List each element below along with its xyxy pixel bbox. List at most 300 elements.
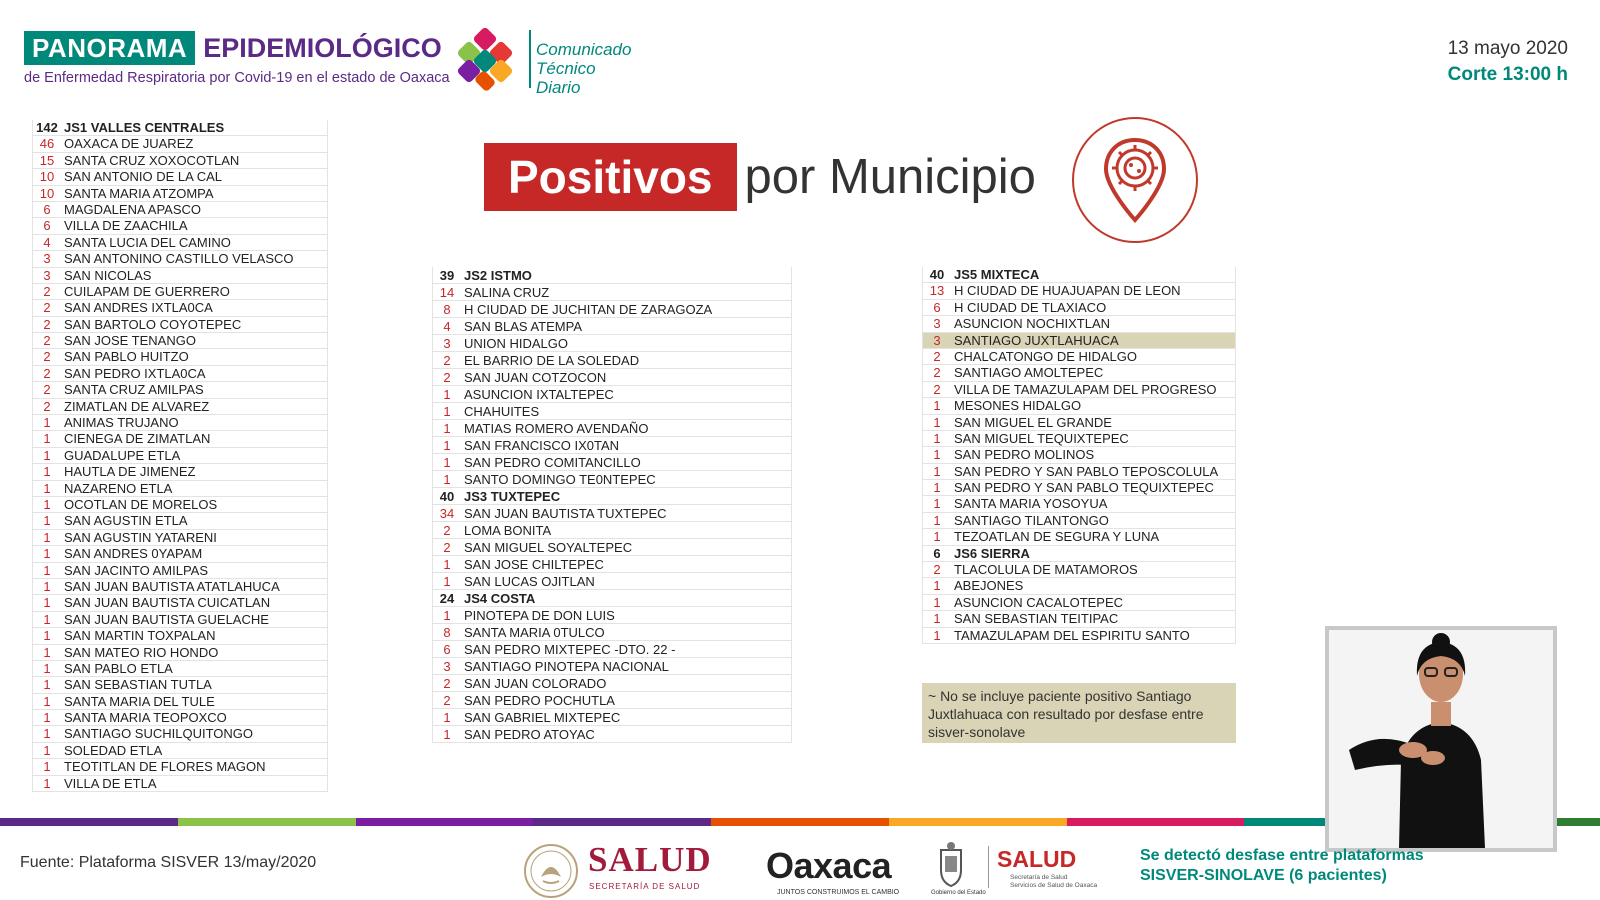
table-row bbox=[32, 546, 328, 562]
table-row bbox=[432, 658, 792, 675]
region-name: JS4 COSTA bbox=[464, 591, 536, 606]
municipality-name: CHAHUITES bbox=[464, 404, 540, 419]
municipality-name: SANTA MARIA YOSOYUA bbox=[954, 496, 1108, 512]
municipality-name: SAN PEDRO ATOYAC bbox=[464, 727, 595, 742]
case-count: 2 bbox=[443, 353, 451, 368]
brand-panorama: PANORAMA bbox=[24, 31, 195, 65]
table-row bbox=[432, 522, 792, 539]
municipality-name: SANTIAGO JUXTLAHUACA bbox=[954, 332, 1119, 348]
brand-epidemiologico: EPIDEMIOLÓGICO bbox=[203, 33, 442, 63]
table-row bbox=[432, 726, 792, 743]
municipality-name: SAN ANDRES IXTLA0CA bbox=[64, 300, 213, 316]
table-row bbox=[432, 624, 792, 641]
municipality-name: H CIUDAD DE HUAJUAPAN DE LEON bbox=[954, 283, 1181, 299]
case-count: 13 bbox=[929, 283, 945, 299]
municipality-name: SANTA MARIA TEOPOXCO bbox=[64, 710, 227, 726]
table-row bbox=[922, 611, 1236, 627]
table-row bbox=[32, 284, 328, 300]
case-count: 3 bbox=[43, 267, 51, 283]
table-row bbox=[432, 607, 792, 624]
municipality-name: SAN JUAN COTZOCON bbox=[464, 370, 607, 385]
case-count: 1 bbox=[443, 438, 451, 453]
table-row bbox=[32, 595, 328, 611]
oaxaca-logo-subtitle: JUNTOS CONSTRUIMOS EL CAMBIO bbox=[777, 889, 900, 896]
case-count: 1 bbox=[43, 447, 51, 463]
comunicado-line2: Técnico Diario bbox=[536, 59, 596, 97]
municipality-name: ASUNCION CACALOTEPEC bbox=[954, 594, 1124, 610]
table-row bbox=[32, 497, 328, 513]
case-count: 1 bbox=[933, 414, 941, 430]
table-row bbox=[432, 709, 792, 726]
municipality-name: SAN JUAN BAUTISTA CUICATLAN bbox=[64, 595, 271, 611]
municipality-name: SAN MATEO RIO HONDO bbox=[64, 644, 219, 660]
table-row bbox=[922, 333, 1236, 349]
municipality-name: SANTA MARIA DEL TULE bbox=[64, 693, 215, 709]
case-count: 1 bbox=[933, 447, 941, 463]
table-row bbox=[32, 300, 328, 316]
table-row bbox=[32, 415, 328, 431]
municipality-name: SAN JOSE CHILTEPEC bbox=[464, 557, 604, 572]
table-row bbox=[32, 153, 328, 169]
table-row bbox=[922, 628, 1236, 644]
table-row bbox=[432, 692, 792, 709]
municipality-name: SAN MIGUEL SOYALTEPEC bbox=[464, 540, 633, 555]
municipality-name: SAN PEDRO IXTLA0CA bbox=[64, 365, 206, 381]
case-count: 6 bbox=[933, 299, 941, 315]
municipality-name: MATIAS ROMERO AVENDAÑO bbox=[464, 421, 649, 436]
municipality-name: SAN JUAN COLORADO bbox=[464, 676, 607, 691]
report-cutoff: Corte 13:00 h bbox=[1447, 64, 1568, 85]
case-count: 4 bbox=[43, 234, 51, 250]
desfase-notice bbox=[1140, 846, 1424, 886]
table-row bbox=[32, 218, 328, 234]
municipality-name: SAN ANTONIO DE LA CAL bbox=[64, 169, 222, 185]
table-row bbox=[922, 578, 1236, 594]
case-count: 8 bbox=[443, 625, 451, 640]
case-count: 1 bbox=[933, 627, 941, 643]
municipality-name: SALINA CRUZ bbox=[464, 285, 550, 300]
case-count: 2 bbox=[43, 283, 51, 299]
table-row bbox=[32, 694, 328, 710]
case-count: 3 bbox=[933, 316, 941, 332]
municipality-name: SAN ANDRES 0YAPAM bbox=[64, 546, 203, 562]
table-row bbox=[922, 398, 1236, 414]
oaxaca-logo-text: Oaxaca bbox=[766, 845, 892, 886]
table-row bbox=[432, 284, 792, 301]
table-row bbox=[32, 268, 328, 284]
municipality-name: ASUNCION NOCHIXTLAN bbox=[954, 316, 1111, 332]
municipality-name: OAXACA DE JUAREZ bbox=[64, 136, 194, 152]
case-count: 2 bbox=[933, 365, 941, 381]
case-count: 1 bbox=[933, 496, 941, 512]
table-row bbox=[432, 573, 792, 590]
date-block bbox=[1448, 38, 1568, 86]
municipality-name: TEZOATLAN DE SEGURA Y LUNA bbox=[954, 529, 1160, 545]
municipality-name: UNION HIDALGO bbox=[464, 336, 569, 351]
band-segment bbox=[889, 818, 1067, 826]
table-row bbox=[32, 464, 328, 480]
table-row bbox=[922, 415, 1236, 431]
case-count: 10 bbox=[39, 169, 55, 185]
municipality-name: SAN GABRIEL MIXTEPEC bbox=[464, 710, 621, 725]
municipality-name: H CIUDAD DE TLAXIACO bbox=[954, 299, 1107, 315]
table-row bbox=[32, 235, 328, 251]
case-count: 1 bbox=[43, 710, 51, 726]
table-row bbox=[32, 661, 328, 677]
case-count: 2 bbox=[43, 349, 51, 365]
municipality-name: ABEJONES bbox=[954, 578, 1024, 594]
sign-language-interpreter-video bbox=[1325, 626, 1557, 852]
case-count: 1 bbox=[43, 660, 51, 676]
case-count: 1 bbox=[43, 480, 51, 496]
municipality-name: NAZARENO ETLA bbox=[64, 480, 173, 496]
municipality-name: H CIUDAD DE JUCHITAN DE ZARAGOZA bbox=[464, 302, 713, 317]
table-row bbox=[922, 447, 1236, 463]
case-count: 1 bbox=[933, 529, 941, 545]
case-count: 2 bbox=[933, 381, 941, 397]
municipality-name: SANTA CRUZ AMILPAS bbox=[64, 382, 204, 398]
table-row bbox=[32, 481, 328, 497]
case-count: 3 bbox=[443, 659, 451, 674]
municipality-name: SAN PABLO ETLA bbox=[64, 660, 173, 676]
case-count: 4 bbox=[443, 319, 451, 334]
case-count: 1 bbox=[43, 513, 51, 529]
table-row bbox=[32, 333, 328, 349]
virus-location-pin-icon bbox=[1071, 116, 1199, 244]
municipality-name: MAGDALENA APASCO bbox=[64, 201, 202, 217]
municipality-name: OCOTLAN DE MORELOS bbox=[64, 496, 218, 512]
municipality-name: TAMAZULAPAM DEL ESPIRITU SANTO bbox=[954, 627, 1190, 643]
region-total: 40 bbox=[439, 489, 455, 504]
municipality-name: VILLA DE ZAACHILA bbox=[64, 218, 188, 234]
table-row bbox=[922, 480, 1236, 496]
salud-logo-text: SALUD bbox=[588, 840, 712, 879]
table-row bbox=[32, 563, 328, 579]
region-table-js1 bbox=[32, 120, 328, 792]
municipality-name: SAN JUAN BAUTISTA ATATLAHUCA bbox=[64, 578, 280, 594]
municipality-name: SANTA LUCIA DEL CAMINO bbox=[64, 234, 231, 250]
table-row bbox=[432, 641, 792, 658]
case-count: 2 bbox=[443, 693, 451, 708]
desfase-line1: Se detectó desfase entre plataformas bbox=[1140, 847, 1424, 864]
municipality-name: SAN NICOLAS bbox=[64, 267, 152, 283]
municipality-name: SAN SEBASTIAN TEITIPAC bbox=[954, 611, 1119, 627]
table-row bbox=[432, 352, 792, 369]
case-count: 1 bbox=[443, 455, 451, 470]
municipality-name: CIENEGA DE ZIMATLAN bbox=[64, 431, 211, 447]
case-count: 2 bbox=[933, 348, 941, 364]
municipality-name: SAN MARTIN TOXPALAN bbox=[64, 628, 216, 644]
municipality-name: SANTA CRUZ XOXOCOTLAN bbox=[64, 152, 240, 168]
case-count: 1 bbox=[43, 759, 51, 775]
table-row bbox=[32, 759, 328, 775]
case-count: 1 bbox=[43, 611, 51, 627]
case-count: 3 bbox=[933, 332, 941, 348]
region-header-js1 bbox=[32, 120, 328, 136]
source-text: Fuente: Plataforma SISVER 13/may/2020 bbox=[20, 854, 317, 871]
case-count: 1 bbox=[43, 415, 51, 431]
municipality-name: SAN SEBASTIAN TUTLA bbox=[64, 677, 212, 693]
table-row bbox=[32, 710, 328, 726]
municipality-name: SAN PEDRO Y SAN PABLO TEQUIXTEPEC bbox=[954, 480, 1214, 496]
case-count: 1 bbox=[43, 628, 51, 644]
municipality-name: EL BARRIO DE LA SOLEDAD bbox=[464, 353, 640, 368]
municipality-name: MESONES HIDALGO bbox=[954, 398, 1082, 414]
table-row bbox=[32, 186, 328, 202]
case-count: 1 bbox=[443, 387, 451, 402]
municipality-name: SAN LUCAS OJITLAN bbox=[464, 574, 595, 589]
brand-block bbox=[24, 30, 632, 97]
brand-divider bbox=[529, 30, 531, 88]
case-count: 6 bbox=[43, 201, 51, 217]
municipality-name: CHALCATONGO DE HIDALGO bbox=[954, 348, 1137, 364]
region-name: JS1 VALLES CENTRALES bbox=[64, 120, 225, 135]
case-count: 2 bbox=[43, 365, 51, 381]
region-name: JS3 TUXTEPEC bbox=[464, 489, 561, 504]
region-name: JS2 ISTMO bbox=[464, 268, 532, 283]
case-count: 3 bbox=[443, 336, 451, 351]
case-count: 46 bbox=[39, 136, 55, 152]
case-count: 1 bbox=[43, 578, 51, 594]
table-row bbox=[922, 496, 1236, 512]
table-row bbox=[32, 202, 328, 218]
municipality-name: SAN PEDRO COMITANCILLO bbox=[464, 455, 641, 470]
table-row bbox=[432, 318, 792, 335]
region-table-column-2 bbox=[432, 267, 792, 743]
table-row bbox=[922, 283, 1236, 299]
municipality-name: SAN PABLO HUITZO bbox=[64, 349, 189, 365]
region-name: JS5 MIXTECA bbox=[954, 267, 1040, 282]
case-count: 1 bbox=[443, 574, 451, 589]
municipality-name: VILLA DE TAMAZULAPAM DEL PROGRESO bbox=[954, 381, 1217, 397]
case-count: 1 bbox=[933, 578, 941, 594]
case-count: 10 bbox=[39, 185, 55, 201]
table-row bbox=[922, 464, 1236, 480]
mexico-seal-icon bbox=[523, 843, 579, 899]
case-count: 2 bbox=[443, 370, 451, 385]
table-row bbox=[32, 726, 328, 742]
case-count: 1 bbox=[43, 693, 51, 709]
band-segment bbox=[0, 818, 178, 826]
municipality-name: ANIMAS TRUJANO bbox=[64, 415, 179, 431]
case-count: 1 bbox=[43, 529, 51, 545]
region-total: 142 bbox=[36, 120, 58, 135]
case-count: 1 bbox=[43, 546, 51, 562]
case-count: 8 bbox=[443, 302, 451, 317]
region-total: 6 bbox=[933, 545, 941, 561]
case-count: 1 bbox=[43, 431, 51, 447]
table-row bbox=[32, 628, 328, 644]
region-total: 40 bbox=[929, 267, 945, 282]
case-count: 1 bbox=[43, 742, 51, 758]
band-segment bbox=[1067, 818, 1245, 826]
band-segment bbox=[533, 818, 711, 826]
municipality-name: SANTO DOMINGO TE0NTEPEC bbox=[464, 472, 656, 487]
case-count: 1 bbox=[43, 775, 51, 791]
case-count: 1 bbox=[443, 404, 451, 419]
footer-divider bbox=[988, 846, 989, 888]
case-count: 1 bbox=[443, 421, 451, 436]
table-row bbox=[32, 382, 328, 398]
case-count: 2 bbox=[43, 382, 51, 398]
case-count: 1 bbox=[43, 726, 51, 742]
case-count: 2 bbox=[443, 540, 451, 555]
table-row bbox=[32, 579, 328, 595]
table-row bbox=[432, 556, 792, 573]
page-title bbox=[484, 143, 1036, 211]
case-count: 6 bbox=[443, 642, 451, 657]
exclusion-note: ~ No se incluye paciente positivo Santiago Juxtlahuaca con resultado por desfase entre sisver-sonolave bbox=[922, 683, 1236, 743]
table-row bbox=[432, 437, 792, 454]
case-count: 1 bbox=[933, 594, 941, 610]
municipality-name: SAN PEDRO POCHUTLA bbox=[464, 693, 615, 708]
table-row bbox=[432, 539, 792, 556]
case-count: 1 bbox=[43, 644, 51, 660]
municipality-name: SAN PEDRO MIXTEPEC -DTO. 22 - bbox=[464, 642, 676, 657]
municipality-name: SAN FRANCISCO IX0TAN bbox=[464, 438, 620, 453]
table-row bbox=[922, 349, 1236, 365]
case-count: 1 bbox=[43, 496, 51, 512]
case-count: 2 bbox=[43, 316, 51, 332]
municipality-name: SANTIAGO TILANTONGO bbox=[954, 512, 1109, 528]
region-header-js6 bbox=[922, 546, 1236, 562]
case-count: 2 bbox=[933, 562, 941, 578]
table-row bbox=[922, 562, 1236, 578]
comunicado-line1: Comunicado bbox=[536, 40, 632, 59]
case-count: 1 bbox=[933, 480, 941, 496]
table-row bbox=[432, 505, 792, 522]
region-header-js3 bbox=[432, 488, 792, 505]
brand-subtitle: de Enfermedad Respiratoria por Covid-19 en el estado de Oaxaca bbox=[24, 70, 450, 86]
municipality-name: GUADALUPE ETLA bbox=[64, 447, 181, 463]
municipality-name: SAN MIGUEL EL GRANDE bbox=[954, 414, 1112, 430]
municipality-name: VILLA DE ETLA bbox=[64, 775, 157, 791]
municipality-name: HAUTLA DE JIMENEZ bbox=[64, 464, 196, 480]
table-row bbox=[32, 776, 328, 792]
municipality-name: SAN PEDRO MOLINOS bbox=[954, 447, 1095, 463]
colored-diamond-logo-icon bbox=[454, 28, 518, 92]
region-header-js5 bbox=[922, 267, 1236, 283]
region-name: JS6 SIERRA bbox=[954, 545, 1030, 561]
table-row bbox=[32, 677, 328, 693]
table-row bbox=[432, 403, 792, 420]
table-row bbox=[922, 300, 1236, 316]
table-row bbox=[32, 645, 328, 661]
case-count: 34 bbox=[439, 506, 455, 521]
table-row bbox=[432, 369, 792, 386]
table-row bbox=[32, 743, 328, 759]
case-count: 1 bbox=[43, 677, 51, 693]
table-row bbox=[32, 251, 328, 267]
salud-small-logo-subtitle bbox=[1010, 874, 1097, 890]
case-count: 1 bbox=[43, 464, 51, 480]
table-row bbox=[32, 317, 328, 333]
case-count: 2 bbox=[43, 333, 51, 349]
table-row bbox=[32, 349, 328, 365]
municipality-name: CUILAPAM DE GUERRERO bbox=[64, 283, 230, 299]
case-count: 1 bbox=[43, 562, 51, 578]
case-count: 1 bbox=[933, 463, 941, 479]
municipality-name: SOLEDAD ETLA bbox=[64, 742, 163, 758]
table-row bbox=[432, 454, 792, 471]
case-count: 1 bbox=[933, 430, 941, 446]
municipality-name: SAN AGUSTIN YATARENI bbox=[64, 529, 217, 545]
title-rest: por Municipio bbox=[744, 150, 1036, 204]
band-segment bbox=[178, 818, 356, 826]
municipality-name: SANTIAGO PINOTEPA NACIONAL bbox=[464, 659, 669, 674]
table-row bbox=[432, 335, 792, 352]
region-header-js2 bbox=[432, 267, 792, 284]
case-count: 15 bbox=[39, 152, 55, 168]
case-count: 2 bbox=[443, 523, 451, 538]
municipality-name: ZIMATLAN DE ALVAREZ bbox=[64, 398, 210, 414]
table-row bbox=[32, 431, 328, 447]
salud-small-sub-line1: Secretaría de Salud bbox=[1010, 874, 1068, 881]
oaxaca-shield-icon bbox=[936, 840, 966, 890]
table-row bbox=[922, 595, 1236, 611]
table-row bbox=[432, 301, 792, 318]
desfase-line2: SISVER-SINOLAVE (6 pacientes) bbox=[1140, 867, 1387, 884]
region-total: 24 bbox=[439, 591, 455, 606]
case-count: 1 bbox=[443, 557, 451, 572]
case-count: 1 bbox=[933, 611, 941, 627]
municipality-name: SAN JACINTO AMILPAS bbox=[64, 562, 209, 578]
municipality-name: SANTIAGO SUCHILQUITONGO bbox=[64, 726, 254, 742]
comunicado-block bbox=[536, 40, 631, 97]
municipality-name: SANTIAGO AMOLTEPEC bbox=[954, 365, 1104, 381]
interpreter-figure-icon bbox=[1329, 630, 1553, 848]
region-table-column-3 bbox=[922, 267, 1236, 644]
case-count: 2 bbox=[43, 300, 51, 316]
table-row bbox=[922, 382, 1236, 398]
case-count: 14 bbox=[439, 285, 455, 300]
case-count: 2 bbox=[443, 676, 451, 691]
municipality-name: SAN AGUSTIN ETLA bbox=[64, 513, 188, 529]
table-row bbox=[32, 612, 328, 628]
brand-line bbox=[24, 30, 450, 66]
municipality-name: SAN PEDRO Y SAN PABLO TEPOSCOLULA bbox=[954, 463, 1219, 479]
case-count: 1 bbox=[933, 512, 941, 528]
salud-small-logo-text: SALUD bbox=[997, 846, 1077, 872]
table-row bbox=[922, 529, 1236, 545]
table-row bbox=[922, 316, 1236, 332]
table-row bbox=[32, 136, 328, 152]
region-total: 39 bbox=[439, 268, 455, 283]
band-segment bbox=[711, 818, 889, 826]
municipality-name: SAN JUAN BAUTISTA GUELACHE bbox=[64, 611, 269, 627]
municipality-name: SAN JUAN BAUTISTA TUXTEPEC bbox=[464, 506, 667, 521]
municipality-name: SAN JOSE TENANGO bbox=[64, 333, 196, 349]
municipality-name: SANTA MARIA ATZOMPA bbox=[64, 185, 214, 201]
case-count: 1 bbox=[443, 472, 451, 487]
municipality-name: SAN BARTOLO COYOTEPEC bbox=[64, 316, 242, 332]
table-row bbox=[922, 513, 1236, 529]
title-highlight: Positivos bbox=[484, 143, 737, 211]
case-count: 1 bbox=[933, 398, 941, 414]
municipality-name: TEOTITLAN DE FLORES MAGON bbox=[64, 759, 266, 775]
municipality-name: TLACOLULA DE MATAMOROS bbox=[954, 562, 1138, 578]
table-row bbox=[432, 420, 792, 437]
municipality-name: SANTA MARIA 0TULCO bbox=[464, 625, 605, 640]
band-segment bbox=[356, 818, 534, 826]
table-row bbox=[32, 169, 328, 185]
case-count: 2 bbox=[43, 398, 51, 414]
salud-small-sub-line2: Servicios de Salud de Oaxaca bbox=[1010, 882, 1098, 889]
table-row bbox=[32, 513, 328, 529]
table-row bbox=[432, 386, 792, 403]
region-header-js4 bbox=[432, 590, 792, 607]
municipality-name: SAN ANTONINO CASTILLO VELASCO bbox=[64, 251, 294, 267]
